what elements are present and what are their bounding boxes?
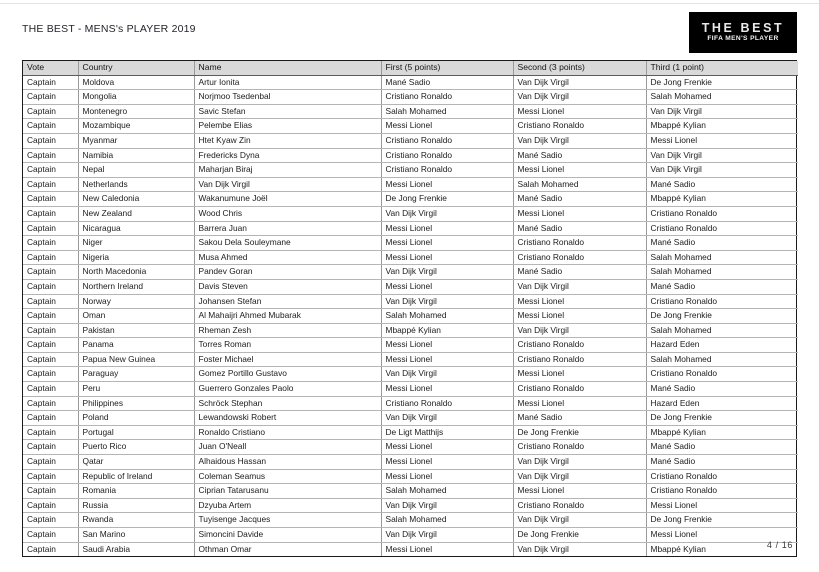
cell-country: Puerto Rico (78, 440, 194, 455)
table-row (23, 542, 798, 556)
cell-first-place: Messi Lionel (381, 236, 513, 251)
cell-country: Qatar (78, 455, 194, 470)
table-row (23, 323, 798, 338)
cell-second-place: Cristiano Ronaldo (513, 119, 646, 134)
cell-name: Musa Ahmed (194, 250, 381, 265)
cell-vote: Captain (23, 221, 78, 236)
cell-vote: Captain (23, 250, 78, 265)
cell-second-place: Messi Lionel (513, 104, 646, 119)
cell-third-place: Mané Sadio (646, 177, 798, 192)
column-header-name: Name (194, 61, 381, 75)
table-row (23, 177, 798, 192)
cell-name: Pelembe Elias (194, 119, 381, 134)
cell-first-place: Mbappé Kylian (381, 323, 513, 338)
cell-second-place: Salah Mohamed (513, 177, 646, 192)
table-row (23, 119, 798, 134)
cell-second-place: Mané Sadio (513, 265, 646, 280)
cell-first-place: Van Dijk Virgil (381, 265, 513, 280)
cell-second-place: Van Dijk Virgil (513, 279, 646, 294)
cell-country: Nepal (78, 163, 194, 178)
cell-third-place: De Jong Frenkie (646, 411, 798, 426)
table-row (23, 484, 798, 499)
cell-first-place: Messi Lionel (381, 455, 513, 470)
cell-vote: Captain (23, 411, 78, 426)
cell-first-place: Cristiano Ronaldo (381, 133, 513, 148)
votes-table-body (23, 75, 798, 556)
cell-third-place: Cristiano Ronaldo (646, 206, 798, 221)
cell-country: Portugal (78, 425, 194, 440)
cell-name: Artur Ionita (194, 75, 381, 90)
cell-second-place: Messi Lionel (513, 309, 646, 324)
cell-country: Montenegro (78, 104, 194, 119)
cell-name: Al Mahaijri Ahmed Mubarak (194, 309, 381, 324)
cell-country: New Caledonia (78, 192, 194, 207)
page-number: 4 / 16 (766, 540, 793, 550)
cell-country: Norway (78, 294, 194, 309)
cell-second-place: Cristiano Ronaldo (513, 236, 646, 251)
cell-vote: Captain (23, 177, 78, 192)
cell-country: Myanmar (78, 133, 194, 148)
cell-third-place: Hazard Eden (646, 396, 798, 411)
cell-vote: Captain (23, 206, 78, 221)
cell-third-place: Messi Lionel (646, 528, 798, 543)
cell-name: Dzyuba Artem (194, 498, 381, 513)
table-row (23, 309, 798, 324)
cell-vote: Captain (23, 396, 78, 411)
cell-country: San Marino (78, 528, 194, 543)
table-row (23, 367, 798, 382)
cell-third-place: Van Dijk Virgil (646, 148, 798, 163)
table-row (23, 148, 798, 163)
table-row (23, 425, 798, 440)
cell-vote: Captain (23, 498, 78, 513)
cell-vote: Captain (23, 236, 78, 251)
cell-vote: Captain (23, 163, 78, 178)
table-row (23, 221, 798, 236)
cell-vote: Captain (23, 133, 78, 148)
cell-name: Schröck Stephan (194, 396, 381, 411)
table-row (23, 382, 798, 397)
cell-second-place: Van Dijk Virgil (513, 90, 646, 105)
cell-vote: Captain (23, 90, 78, 105)
cell-name: Torres Roman (194, 338, 381, 353)
cell-country: Panama (78, 338, 194, 353)
cell-vote: Captain (23, 528, 78, 543)
cell-third-place: Salah Mohamed (646, 250, 798, 265)
cell-first-place: Van Dijk Virgil (381, 528, 513, 543)
cell-first-place: Messi Lionel (381, 279, 513, 294)
cell-name: Foster Michael (194, 352, 381, 367)
cell-name: Ronaldo Cristiano (194, 425, 381, 440)
cell-name: Davis Steven (194, 279, 381, 294)
cell-vote: Captain (23, 279, 78, 294)
cell-first-place: Cristiano Ronaldo (381, 163, 513, 178)
table-row (23, 513, 798, 528)
column-header-vote: Vote (23, 61, 78, 75)
cell-first-place: Cristiano Ronaldo (381, 90, 513, 105)
cell-name: Rheman Zesh (194, 323, 381, 338)
table-row (23, 206, 798, 221)
cell-second-place: Van Dijk Virgil (513, 455, 646, 470)
cell-name: Wood Chris (194, 206, 381, 221)
logo-title: THE BEST (701, 20, 785, 35)
column-header-country: Country (78, 61, 194, 75)
table-row (23, 455, 798, 470)
table-row (23, 163, 798, 178)
table-row (23, 498, 798, 513)
cell-name: Juan O'Neall (194, 440, 381, 455)
cell-third-place: Cristiano Ronaldo (646, 367, 798, 382)
table-row (23, 265, 798, 280)
cell-first-place: Cristiano Ronaldo (381, 396, 513, 411)
cell-name: Maharjan Biraj (194, 163, 381, 178)
cell-name: Gomez Portillo Gustavo (194, 367, 381, 382)
logo-subtitle (707, 36, 778, 43)
cell-country: Romania (78, 484, 194, 499)
table-header-row (23, 61, 798, 75)
cell-country: Poland (78, 411, 194, 426)
cell-first-place: Messi Lionel (381, 542, 513, 556)
column-header-second: Second (3 points) (513, 61, 646, 75)
cell-first-place: Salah Mohamed (381, 104, 513, 119)
cell-vote: Captain (23, 455, 78, 470)
cell-name: Savic Stefan (194, 104, 381, 119)
cell-name: Johansen Stefan (194, 294, 381, 309)
cell-first-place: Mané Sadio (381, 75, 513, 90)
cell-second-place: Van Dijk Virgil (513, 513, 646, 528)
cell-vote: Captain (23, 513, 78, 528)
table-row (23, 411, 798, 426)
cell-country: Oman (78, 309, 194, 324)
cell-third-place: Mané Sadio (646, 382, 798, 397)
cell-country: Mozambique (78, 119, 194, 134)
cell-vote: Captain (23, 469, 78, 484)
cell-second-place: Van Dijk Virgil (513, 323, 646, 338)
cell-country: Paraguay (78, 367, 194, 382)
cell-third-place: Mané Sadio (646, 455, 798, 470)
table-row (23, 294, 798, 309)
cell-name: Wakanumune Joël (194, 192, 381, 207)
cell-vote: Captain (23, 119, 78, 134)
cell-name: Ciprian Tatarusanu (194, 484, 381, 499)
cell-vote: Captain (23, 425, 78, 440)
cell-vote: Captain (23, 75, 78, 90)
cell-third-place: Hazard Eden (646, 338, 798, 353)
cell-second-place: Cristiano Ronaldo (513, 338, 646, 353)
cell-third-place: Mbappé Kylian (650, 543, 706, 554)
table-row (23, 236, 798, 251)
cell-second-place: Messi Lionel (513, 206, 646, 221)
table-row (23, 469, 798, 484)
cell-third-place: Salah Mohamed (646, 352, 798, 367)
cell-country: Northern Ireland (78, 279, 194, 294)
cell-second-place: Messi Lionel (513, 484, 646, 499)
cell-first-place: Messi Lionel (381, 221, 513, 236)
cell-second-place: Van Dijk Virgil (513, 75, 646, 90)
cell-second-place: De Jong Frenkie (513, 425, 646, 440)
cell-name: Coleman Seamus (194, 469, 381, 484)
cell-name: Alhaidous Hassan (194, 455, 381, 470)
cell-name: Pandev Goran (194, 265, 381, 280)
cell-first-place: Messi Lionel (381, 352, 513, 367)
cell-third-place: Mané Sadio (646, 279, 798, 294)
cell-vote: Captain (23, 104, 78, 119)
cell-vote: Captain (23, 352, 78, 367)
cell-name: Sakou Dela Souleymane (194, 236, 381, 251)
cell-country: Republic of Ireland (78, 469, 194, 484)
cell-third-place: Cristiano Ronaldo (646, 221, 798, 236)
cell-second-place: Cristiano Ronaldo (513, 250, 646, 265)
table-row (23, 104, 798, 119)
votes-table-container (22, 60, 797, 557)
cell-first-place: Van Dijk Virgil (381, 206, 513, 221)
cell-first-place: Messi Lionel (381, 177, 513, 192)
table-row (23, 279, 798, 294)
cell-third-place: Mané Sadio (646, 440, 798, 455)
cell-first-place: Van Dijk Virgil (381, 498, 513, 513)
cell-first-place: Messi Lionel (381, 250, 513, 265)
cell-first-place: Salah Mohamed (381, 309, 513, 324)
cell-first-place: Messi Lionel (381, 440, 513, 455)
cell-second-place: Cristiano Ronaldo (513, 498, 646, 513)
cell-vote: Captain (23, 484, 78, 499)
cell-second-place: Messi Lionel (513, 367, 646, 382)
cell-vote: Captain (23, 367, 78, 382)
cell-vote: Captain (23, 440, 78, 455)
table-row (23, 75, 798, 90)
cell-name: Fredericks Dyna (194, 148, 381, 163)
cell-country: Saudi Arabia (78, 542, 194, 556)
cell-vote: Captain (23, 323, 78, 338)
cell-second-place: Cristiano Ronaldo (513, 382, 646, 397)
cell-third-place: De Jong Frenkie (646, 513, 798, 528)
cell-third-place: De Jong Frenkie (646, 75, 798, 90)
cell-second-place: Mané Sadio (513, 221, 646, 236)
table-row (23, 352, 798, 367)
cell-first-place: Van Dijk Virgil (381, 367, 513, 382)
cell-second-place: Van Dijk Virgil (513, 542, 646, 556)
cell-third-place: Mbappé Kylian (646, 192, 798, 207)
cell-name: Tuyisenge Jacques (194, 513, 381, 528)
fifa-the-best-logo (689, 12, 797, 53)
cell-first-place: Messi Lionel (381, 469, 513, 484)
table-row (23, 192, 798, 207)
cell-third-place: Cristiano Ronaldo (646, 469, 798, 484)
logo-fifa-mark: FIFA (707, 35, 723, 43)
cell-second-place: Cristiano Ronaldo (513, 440, 646, 455)
cell-country: Peru (78, 382, 194, 397)
cell-vote: Captain (23, 382, 78, 397)
cell-country: North Macedonia (78, 265, 194, 280)
cell-second-place: De Jong Frenkie (513, 528, 646, 543)
cell-third-place: Cristiano Ronaldo (646, 484, 798, 499)
logo-category-label: MEN'S PLAYER (723, 35, 779, 43)
cell-country: Moldova (78, 75, 194, 90)
cell-country: Russia (78, 498, 194, 513)
cell-second-place: Mané Sadio (513, 411, 646, 426)
cell-name: Norjmoo Tsedenbal (194, 90, 381, 105)
cell-country: Philippines (78, 396, 194, 411)
cell-second-place: Messi Lionel (513, 396, 646, 411)
cell-third-place: Salah Mohamed (646, 323, 798, 338)
cell-country: Netherlands (78, 177, 194, 192)
cell-country: New Zealand (78, 206, 194, 221)
cell-first-place: Cristiano Ronaldo (381, 148, 513, 163)
cell-first-place: Van Dijk Virgil (381, 411, 513, 426)
cell-first-place: Messi Lionel (381, 382, 513, 397)
cell-country: Nicaragua (78, 221, 194, 236)
cell-name: Othman Omar (194, 542, 381, 556)
table-row (23, 440, 798, 455)
cell-vote: Captain (23, 309, 78, 324)
cell-third-place: Van Dijk Virgil (646, 104, 798, 119)
table-row (23, 133, 798, 148)
cell-name: Van Dijk Virgil (194, 177, 381, 192)
cell-name: Barrera Juan (194, 221, 381, 236)
cell-third-place: Salah Mohamed (646, 90, 798, 105)
table-row (23, 90, 798, 105)
cell-third-place: Messi Lionel (646, 133, 798, 148)
cell-first-place: Salah Mohamed (381, 513, 513, 528)
cell-third-place: Van Dijk Virgil (646, 163, 798, 178)
cell-third-place: Messi Lionel (646, 498, 798, 513)
cell-country: Rwanda (78, 513, 194, 528)
cell-country: Niger (78, 236, 194, 251)
cell-vote: Captain (23, 265, 78, 280)
cell-country: Nigeria (78, 250, 194, 265)
cell-third-place: Mbappé Kylian (646, 425, 798, 440)
cell-country: Mongolia (78, 90, 194, 105)
cell-first-place: Van Dijk Virgil (381, 294, 513, 309)
table-row (23, 250, 798, 265)
votes-table (23, 61, 798, 556)
cell-second-place: Mané Sadio (513, 148, 646, 163)
cell-second-place: Messi Lionel (513, 294, 646, 309)
cell-second-place: Cristiano Ronaldo (513, 352, 646, 367)
cell-first-place: Messi Lionel (381, 119, 513, 134)
column-header-first: First (5 points) (381, 61, 513, 75)
cell-second-place: Mané Sadio (513, 192, 646, 207)
cell-third-place: Salah Mohamed (646, 265, 798, 280)
cell-country: Pakistan (78, 323, 194, 338)
cell-third-place: Cristiano Ronaldo (646, 294, 798, 309)
cell-name: Lewandowski Robert (194, 411, 381, 426)
cell-first-place: Salah Mohamed (381, 484, 513, 499)
cell-vote: Captain (23, 148, 78, 163)
cell-second-place: Messi Lionel (513, 163, 646, 178)
cell-vote: Captain (23, 294, 78, 309)
cell-vote: Captain (23, 542, 78, 556)
cell-vote: Captain (23, 338, 78, 353)
table-row (23, 338, 798, 353)
cell-third-place: De Jong Frenkie (646, 309, 798, 324)
cell-third-place: Mbappé Kylian (646, 119, 798, 134)
table-row (23, 528, 798, 543)
cell-name: Htet Kyaw Zin (194, 133, 381, 148)
page-title: THE BEST - MENS's PLAYER 2019 (22, 23, 196, 35)
cell-third-place: Mané Sadio (646, 236, 798, 251)
cell-country: Namibia (78, 148, 194, 163)
table-row (23, 396, 798, 411)
cell-country: Papua New Guinea (78, 352, 194, 367)
cell-name: Guerrero Gonzales Paolo (194, 382, 381, 397)
cell-first-place: De Jong Frenkie (381, 192, 513, 207)
cell-first-place: Messi Lionel (381, 338, 513, 353)
cell-second-place: Van Dijk Virgil (513, 133, 646, 148)
cell-second-place: Van Dijk Virgil (513, 469, 646, 484)
cell-name: Simoncini Davide (194, 528, 381, 543)
cell-first-place: De Ligt Matthijs (381, 425, 513, 440)
cell-vote: Captain (23, 192, 78, 207)
column-header-third: Third (1 point) (646, 61, 798, 75)
